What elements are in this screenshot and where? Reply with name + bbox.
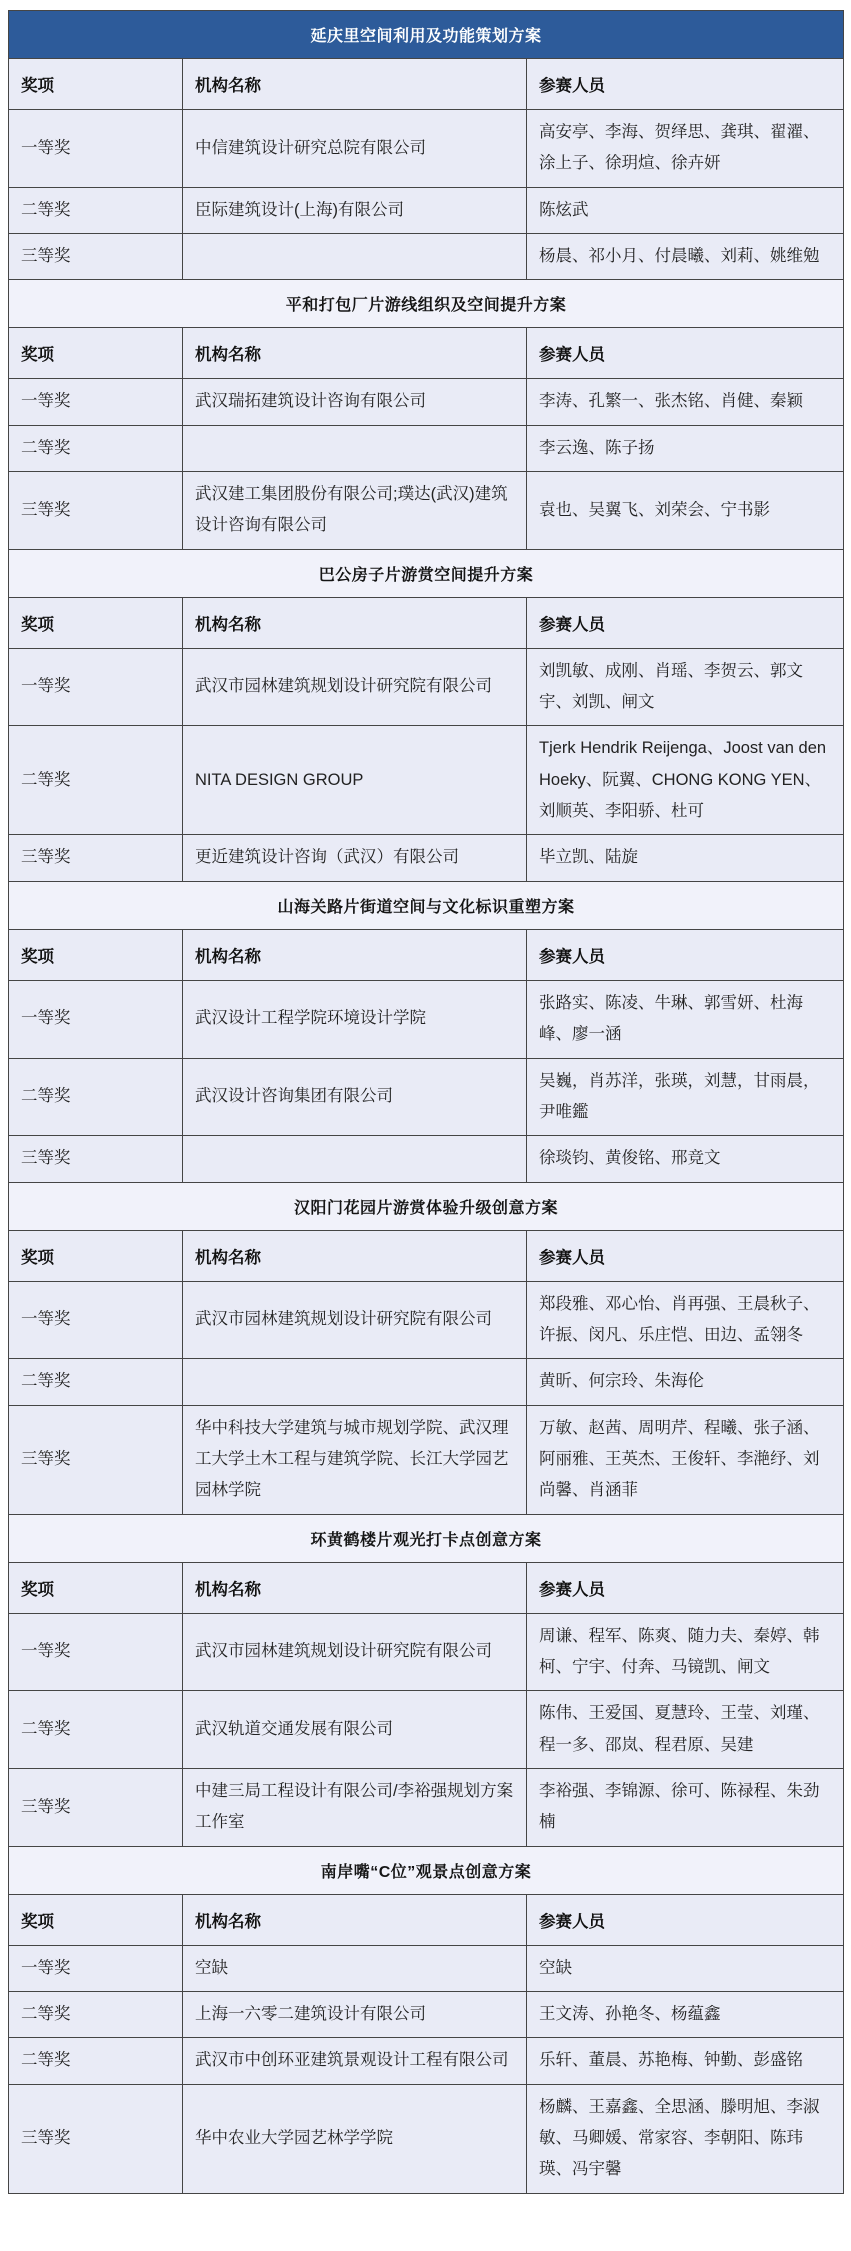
column-header: 奖项	[9, 1562, 183, 1613]
org-cell	[183, 234, 527, 280]
people-cell: 李涛、孔繁一、张杰铭、肖健、秦颖	[527, 379, 844, 425]
award-cell: 二等奖	[9, 1359, 183, 1405]
people-cell: 乐轩、董晨、苏艳梅、钟勤、彭盛铭	[527, 2038, 844, 2084]
column-header-row	[9, 59, 844, 110]
award-cell: 二等奖	[9, 1992, 183, 2038]
section-row	[9, 1514, 844, 1562]
section-row	[9, 549, 844, 597]
award-cell: 二等奖	[9, 2038, 183, 2084]
column-header: 机构名称	[183, 929, 527, 980]
people-cell: 高安亭、李海、贺绎思、龚琪、翟濯、涂上子、徐玥煊、徐卉妍	[527, 110, 844, 188]
org-cell: 武汉市中创环亚建筑景观设计工程有限公司	[183, 2038, 527, 2084]
column-header: 参赛人员	[527, 1894, 844, 1945]
column-header: 机构名称	[183, 1894, 527, 1945]
award-cell: 三等奖	[9, 1768, 183, 1846]
org-cell: 更近建筑设计咨询（武汉）有限公司	[183, 835, 527, 881]
award-cell: 二等奖	[9, 187, 183, 233]
column-header: 参赛人员	[527, 1230, 844, 1281]
award-cell: 三等奖	[9, 1136, 183, 1182]
table-row	[9, 980, 844, 1058]
column-header: 机构名称	[183, 59, 527, 110]
award-cell: 一等奖	[9, 1945, 183, 1991]
people-cell: 袁也、吴翼飞、刘荣会、宁书影	[527, 472, 844, 550]
award-cell: 三等奖	[9, 472, 183, 550]
award-cell: 一等奖	[9, 1281, 183, 1359]
org-cell: 空缺	[183, 1945, 527, 1991]
people-cell: 徐琰钧、黄俊铭、邢竞文	[527, 1136, 844, 1182]
org-cell: 武汉设计工程学院环境设计学院	[183, 980, 527, 1058]
column-header: 奖项	[9, 929, 183, 980]
column-header: 参赛人员	[527, 929, 844, 980]
column-header-row	[9, 929, 844, 980]
column-header: 机构名称	[183, 328, 527, 379]
org-cell: 武汉市园林建筑规划设计研究院有限公司	[183, 1613, 527, 1691]
people-cell: 毕立凯、陆旋	[527, 835, 844, 881]
award-cell: 三等奖	[9, 234, 183, 280]
people-cell: 杨晨、祁小月、付晨曦、刘莉、姚维勉	[527, 234, 844, 280]
section-title: 延庆里空间利用及功能策划方案	[9, 11, 844, 59]
org-cell: 华中农业大学园艺林学学院	[183, 2084, 527, 2193]
table-row	[9, 2084, 844, 2193]
column-header: 奖项	[9, 328, 183, 379]
org-cell: NITA DESIGN GROUP	[183, 726, 527, 835]
section-title: 汉阳门花园片游赏体验升级创意方案	[9, 1182, 844, 1230]
award-cell: 一等奖	[9, 648, 183, 726]
award-cell: 二等奖	[9, 425, 183, 471]
column-header: 参赛人员	[527, 328, 844, 379]
people-cell: 陈炫武	[527, 187, 844, 233]
people-cell: 张路实、陈凌、牛琳、郭雪妍、杜海峰、廖一涵	[527, 980, 844, 1058]
award-cell: 一等奖	[9, 110, 183, 188]
column-header: 机构名称	[183, 597, 527, 648]
org-cell: 武汉轨道交通发展有限公司	[183, 1691, 527, 1769]
people-cell: 王文涛、孙艳冬、杨蕴鑫	[527, 1992, 844, 2038]
table-row	[9, 1691, 844, 1769]
org-cell: 武汉设计咨询集团有限公司	[183, 1058, 527, 1136]
award-cell: 三等奖	[9, 835, 183, 881]
org-cell: 武汉瑞拓建筑设计咨询有限公司	[183, 379, 527, 425]
column-header: 参赛人员	[527, 1562, 844, 1613]
people-cell: 杨麟、王嘉鑫、全思涵、滕明旭、李淑敏、马卿媛、常家容、李朝阳、陈玮瑛、冯宇馨	[527, 2084, 844, 2193]
award-cell: 一等奖	[9, 379, 183, 425]
awards-table-body	[9, 11, 844, 2194]
column-header: 参赛人员	[527, 597, 844, 648]
org-cell	[183, 1136, 527, 1182]
award-cell: 二等奖	[9, 1058, 183, 1136]
section-row	[9, 1182, 844, 1230]
org-cell: 华中科技大学建筑与城市规划学院、武汉理工大学土木工程与建筑学院、长江大学园艺园林学院	[183, 1405, 527, 1514]
people-cell: 陈伟、王爱国、夏慧玲、王莹、刘瑾、程一多、邵岚、程君原、吴建	[527, 1691, 844, 1769]
org-cell	[183, 425, 527, 471]
people-cell: 李云逸、陈子扬	[527, 425, 844, 471]
table-row	[9, 1992, 844, 2038]
table-row	[9, 1945, 844, 1991]
table-row	[9, 1613, 844, 1691]
section-title: 巴公房子片游赏空间提升方案	[9, 549, 844, 597]
section-row	[9, 280, 844, 328]
table-row	[9, 1136, 844, 1182]
column-header: 奖项	[9, 597, 183, 648]
people-cell: 郑段雅、邓心怡、肖再强、王晨秋子、许振、闵凡、乐庄恺、田边、孟翎冬	[527, 1281, 844, 1359]
award-cell: 二等奖	[9, 726, 183, 835]
column-header: 机构名称	[183, 1230, 527, 1281]
awards-table	[8, 10, 844, 2194]
table-row	[9, 1768, 844, 1846]
table-row	[9, 234, 844, 280]
section-title: 环黄鹤楼片观光打卡点创意方案	[9, 1514, 844, 1562]
section-row	[9, 881, 844, 929]
people-cell: 李裕强、李锦源、徐可、陈禄程、朱劲楠	[527, 1768, 844, 1846]
column-header: 奖项	[9, 59, 183, 110]
org-cell: 武汉市园林建筑规划设计研究院有限公司	[183, 1281, 527, 1359]
table-row	[9, 379, 844, 425]
award-cell: 一等奖	[9, 1613, 183, 1691]
org-cell: 武汉建工集团股份有限公司;璞达(武汉)建筑设计咨询有限公司	[183, 472, 527, 550]
section-row	[9, 11, 844, 59]
people-cell: 万敏、赵茜、周明芹、程曦、张子涵、阿丽雅、王英杰、王俊轩、李滟纾、刘尚馨、肖涵菲	[527, 1405, 844, 1514]
section-row	[9, 1846, 844, 1894]
people-cell: 周谦、程军、陈爽、随力夫、秦婷、韩柯、宁宇、付奔、马镜凯、闸文	[527, 1613, 844, 1691]
column-header: 机构名称	[183, 1562, 527, 1613]
section-title: 平和打包厂片游线组织及空间提升方案	[9, 280, 844, 328]
table-row	[9, 726, 844, 835]
table-row	[9, 1405, 844, 1514]
table-row	[9, 2038, 844, 2084]
people-cell: 黄昕、何宗玲、朱海伦	[527, 1359, 844, 1405]
column-header: 奖项	[9, 1230, 183, 1281]
people-cell: Tjerk Hendrik Reijenga、Joost van den Hoeky、阮翼、CHONG KONG YEN、刘顺英、李阳骄、杜可	[527, 726, 844, 835]
table-row	[9, 1359, 844, 1405]
people-cell: 吴巍，肖苏洋，张瑛，刘慧，甘雨晨，尹唯鑑	[527, 1058, 844, 1136]
table-row	[9, 472, 844, 550]
table-row	[9, 648, 844, 726]
org-cell: 武汉市园林建筑规划设计研究院有限公司	[183, 648, 527, 726]
people-cell: 刘凯敏、成刚、肖瑶、李贺云、郭文宇、刘凯、闸文	[527, 648, 844, 726]
table-row	[9, 187, 844, 233]
column-header-row	[9, 1894, 844, 1945]
org-cell: 臣际建筑设计(上海)有限公司	[183, 187, 527, 233]
column-header-row	[9, 328, 844, 379]
table-row	[9, 110, 844, 188]
org-cell: 中建三局工程设计有限公司/李裕强规划方案工作室	[183, 1768, 527, 1846]
org-cell	[183, 1359, 527, 1405]
section-title: 山海关路片街道空间与文化标识重塑方案	[9, 881, 844, 929]
org-cell: 上海一六零二建筑设计有限公司	[183, 1992, 527, 2038]
table-row	[9, 835, 844, 881]
award-cell: 二等奖	[9, 1691, 183, 1769]
org-cell: 中信建筑设计研究总院有限公司	[183, 110, 527, 188]
column-header: 奖项	[9, 1894, 183, 1945]
award-cell: 一等奖	[9, 980, 183, 1058]
people-cell: 空缺	[527, 1945, 844, 1991]
column-header-row	[9, 597, 844, 648]
table-row	[9, 1281, 844, 1359]
award-cell: 三等奖	[9, 1405, 183, 1514]
award-cell: 三等奖	[9, 2084, 183, 2193]
table-row	[9, 425, 844, 471]
section-title: 南岸嘴“C位”观景点创意方案	[9, 1846, 844, 1894]
column-header-row	[9, 1230, 844, 1281]
table-row	[9, 1058, 844, 1136]
column-header-row	[9, 1562, 844, 1613]
column-header: 参赛人员	[527, 59, 844, 110]
